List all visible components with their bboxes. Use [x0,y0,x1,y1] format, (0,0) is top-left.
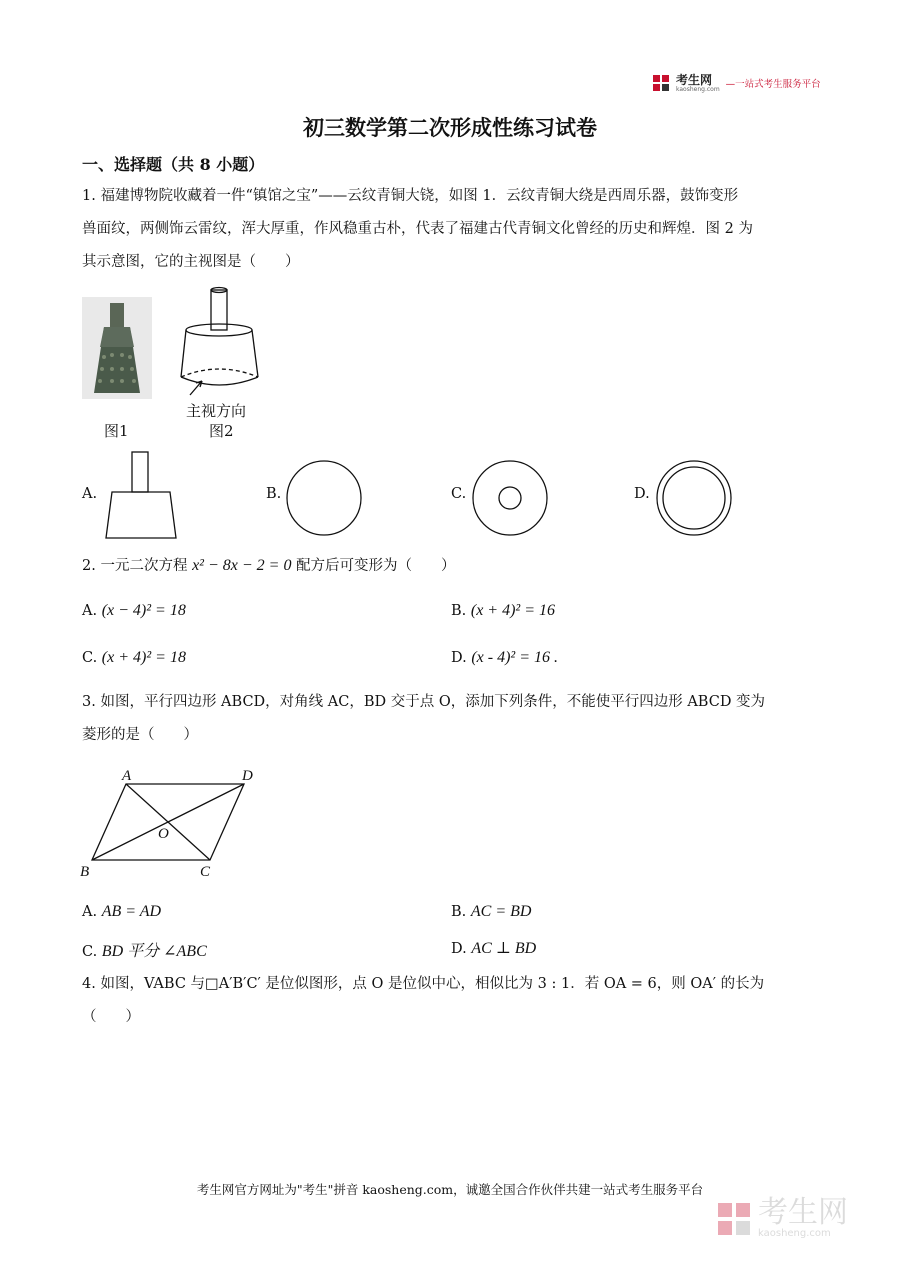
q2-option-d [451,649,558,667]
q3-option-b-expr: AC = BD [470,903,532,920]
point-a-label: A [122,768,132,784]
header-logo [652,72,822,94]
q2-suffix: 配方后可变形为（ ） [296,558,456,574]
bell-schematic [176,285,266,400]
point-d-label: D [242,768,253,784]
watermark [716,1195,848,1239]
q3-option-a-label: A. [82,904,98,920]
q1-option-c-label: C. [451,486,467,502]
q1-option-d-figure [654,458,734,538]
watermark-logo-icon [716,1201,752,1237]
q1-option-b-figure [284,458,364,538]
q2-option-c-expr: (x + 4)² = 18 [101,649,186,666]
point-o-label: O [158,826,169,842]
bronze-bell-photo [82,297,152,399]
q2-option-a [82,602,186,620]
page-footer: 考生网官方网址为"考生"拼音 kaosheng.com，诚邀全国合作伙伴共建一站式考生服务平台 [196,1182,704,1197]
parallelogram-figure [76,764,266,880]
q4-line2: （ ） [82,1009,140,1025]
q3-option-d [451,938,536,958]
q2-equation: x² − 8x − 2 = 0 [192,557,292,574]
point-c-label: C [200,864,211,880]
logo-text-block [676,74,720,93]
watermark-text: 考生网 [758,1195,848,1230]
q3-option-a [82,903,161,921]
point-b-label: B [80,864,90,880]
q2-option-b-expr: (x + 4)² = 16 [470,602,556,619]
q1-line3: 其示意图，它的主视图是（ ） [82,254,300,270]
q2-option-d-expr: (x - 4)² = 16 . [471,649,559,666]
q3-option-a-expr: AB = AD [101,903,162,920]
q2-option-b [451,602,555,620]
fig1-caption: 图1 [104,422,129,440]
page-title: 初三数学第二次形成性练习试卷 [303,115,597,140]
q3-stem [82,686,822,752]
q3-option-c-label: C. [82,944,98,960]
kaosheng-logo-icon [652,74,670,92]
q3-line1: 3. 如图，平行四边形 ABCD，对角线 AC，BD 交于点 O，添加下列条件，不能使平行四边形 ABCD 变为 [82,694,766,710]
q3-option-c-expr: BD 平分 ∠ABC [101,943,207,960]
watermark-domain: kaosheng.com [758,1228,831,1239]
q3-option-b-label: B. [451,904,467,920]
q3-option-b [451,903,531,921]
q2-option-a-expr: (x − 4)² = 18 [101,602,186,619]
q2-stem [82,554,456,575]
q3-line2: 菱形的是（ ） [82,727,198,743]
q4-stem [82,968,822,1034]
q3-option-c [82,938,207,961]
q1-option-c-figure [470,458,550,538]
watermark-text-block [758,1195,848,1239]
fig2-caption: 图2 [209,422,234,440]
logo-domain: kaosheng.com [676,85,720,93]
q1-option-a-figure [102,450,180,542]
q2-option-a-label: A. [82,603,98,619]
q2-prefix: 2. 一元二次方程 [82,558,188,574]
q2-option-c-label: C. [82,650,98,666]
q3-option-d-expr: AC ⊥ BD [471,940,537,957]
q2-option-c [82,649,186,667]
view-direction-label: 主视方向 [186,402,247,420]
q1-option-a-label: A. [82,486,98,502]
logo-slogan: —一站式考生服务平台 [725,79,821,90]
q4-line1: 4. 如图，VABC 与□A′B′C′ 是位似图形，点 O 是位似中心，相似比为 3 : 1．若 OA = 6，则 OA′ 的长为 [82,976,765,992]
q1-option-d-label: D. [634,486,650,502]
q1-line2: 兽面纹，两侧饰云雷纹，浑大厚重，作风稳重古朴，代表了福建古代青铜文化曾经的历史和辉煌．图 2 为 [82,221,753,237]
q1-stem [82,180,822,279]
logo-brand: 考生网 [676,72,713,87]
q2-option-d-label: D. [451,650,467,666]
q1-option-b-label: B. [266,486,282,502]
q1-line1: 1. 福建博物院收藏着一件“镇馆之宝”——云纹青铜大铙，如图 1．云纹青铜大绕是西周乐器，鼓饰变形 [82,188,739,204]
q2-option-b-label: B. [451,603,467,619]
section-heading: 一、选择题（共 8 小题） [82,155,265,174]
q3-option-d-label: D. [451,941,467,957]
